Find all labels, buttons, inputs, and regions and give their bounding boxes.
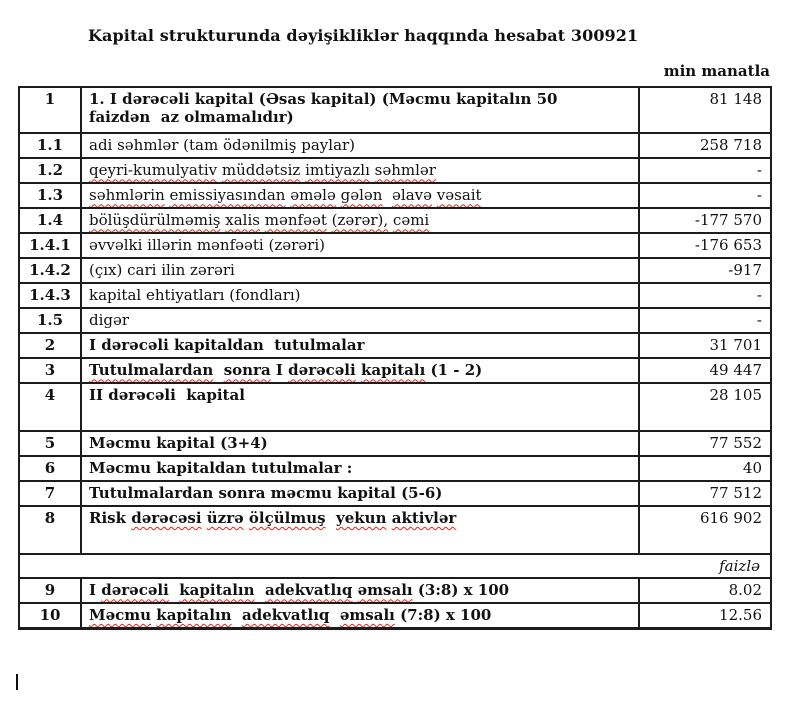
label-text: Risk bbox=[89, 509, 132, 527]
row-label bbox=[81, 183, 639, 208]
row-value: 12.56 bbox=[639, 603, 771, 628]
row-value: - bbox=[639, 183, 771, 208]
row-number: 1.5 bbox=[19, 308, 81, 333]
row-number: 1.4.1 bbox=[19, 233, 81, 258]
table-row bbox=[19, 431, 771, 456]
row-value: 31 701 bbox=[639, 333, 771, 358]
misspelled-word: Tutulmalardan bbox=[89, 361, 214, 380]
label-text bbox=[255, 581, 265, 599]
row-value: 49 447 bbox=[639, 358, 771, 383]
table-row bbox=[19, 358, 771, 383]
row-value: 8.02 bbox=[639, 578, 771, 603]
misspelled-word: kapitalın bbox=[179, 581, 255, 600]
row-value: 258 718 bbox=[639, 133, 771, 158]
misspelled-word: yekun bbox=[336, 509, 387, 527]
misspelled-word: kapitalın bbox=[156, 606, 232, 625]
label-text: kapital ehtiyatları (fondları) bbox=[89, 286, 301, 305]
label-text bbox=[169, 581, 179, 599]
label-text: əvvəlki illərin mənfəəti (zərəri) bbox=[89, 236, 325, 255]
label-text: Məcmu kapital (3+4) bbox=[89, 434, 268, 453]
row-label bbox=[81, 383, 639, 431]
misspelled-word: cəmi bbox=[392, 211, 430, 230]
unit-row bbox=[19, 554, 771, 578]
label-text: (çıx) cari ilin zərəri bbox=[89, 261, 235, 280]
misspelled-word: sonra bbox=[223, 361, 271, 380]
label-text: II dərəcəli kapital bbox=[89, 386, 245, 404]
row-number: 5 bbox=[19, 431, 81, 456]
misspelled-word: əlavə bbox=[392, 186, 432, 205]
row-number: 7 bbox=[19, 481, 81, 506]
misspelled-word: əmələ bbox=[290, 186, 336, 205]
table-row bbox=[19, 456, 771, 481]
row-value: 77 552 bbox=[639, 431, 771, 456]
row-label bbox=[81, 283, 639, 308]
table-row bbox=[19, 208, 771, 233]
row-number: 9 bbox=[19, 578, 81, 603]
table-row bbox=[19, 158, 771, 183]
row-number: 10 bbox=[19, 603, 81, 628]
row-label bbox=[81, 158, 639, 183]
misspelled-word: xalis bbox=[225, 211, 260, 230]
label-text bbox=[382, 186, 392, 204]
row-value: 40 bbox=[639, 456, 771, 481]
row-number: 1 bbox=[19, 87, 81, 133]
row-number: 1.1 bbox=[19, 133, 81, 158]
label-text: Məcmu kapitaldan tutulmalar : bbox=[89, 459, 353, 478]
unit-label-min-manatla: min manatla bbox=[663, 62, 770, 80]
unit-label-faizle: faizlə bbox=[19, 554, 771, 578]
capital-table bbox=[18, 86, 772, 630]
label-text bbox=[213, 361, 223, 379]
label-text: digər bbox=[89, 311, 130, 330]
row-value: 616 902 bbox=[639, 506, 771, 554]
label-text: (3:8) x 100 bbox=[412, 581, 510, 600]
misspelled-word: mənfəət bbox=[264, 211, 327, 230]
row-label bbox=[81, 481, 639, 506]
report-title: Kapital strukturunda dəyişikliklər haqqında hesabat 300921 bbox=[88, 26, 639, 45]
table-row bbox=[19, 183, 771, 208]
row-value: -917 bbox=[639, 258, 771, 283]
row-label bbox=[81, 87, 639, 133]
table-row bbox=[19, 87, 771, 133]
misspelled-word: səhmlərin bbox=[89, 186, 165, 205]
row-label bbox=[81, 308, 639, 333]
row-value: - bbox=[639, 158, 771, 183]
misspelled-word: qeyri-kumulyativ bbox=[89, 161, 218, 180]
row-number: 3 bbox=[19, 358, 81, 383]
row-number: 1.4.3 bbox=[19, 283, 81, 308]
table-row bbox=[19, 258, 771, 283]
table-row bbox=[19, 283, 771, 308]
row-label bbox=[81, 506, 639, 554]
row-value: -176 653 bbox=[639, 233, 771, 258]
label-text: faizdən az olmamalıdır) bbox=[89, 108, 294, 127]
label-text: 1. I dərəcəli kapital (Əsas kapital) (Məcmu kapitalın 50 bbox=[89, 90, 558, 108]
row-value: - bbox=[639, 308, 771, 333]
label-text: adi səhmlər (tam ödənilmiş paylar) bbox=[89, 136, 356, 155]
row-number: 1.2 bbox=[19, 158, 81, 183]
row-label bbox=[81, 258, 639, 283]
table-row bbox=[19, 383, 771, 431]
label-text bbox=[326, 509, 336, 527]
misspelled-word: əmsalı bbox=[357, 581, 413, 600]
misspelled-word: dərəcəli bbox=[101, 581, 169, 600]
row-label bbox=[81, 133, 639, 158]
misspelled-word: kapitalı bbox=[360, 361, 426, 380]
row-label bbox=[81, 456, 639, 481]
row-number: 4 bbox=[19, 383, 81, 431]
row-label bbox=[81, 208, 639, 233]
misspelled-word: adekvatlıq bbox=[264, 581, 353, 600]
misspelled-word: səhmlər bbox=[374, 161, 436, 180]
label-text: I dərəcəli kapitaldan tutulmalar bbox=[89, 336, 365, 355]
misspelled-word: vəsait bbox=[436, 186, 482, 205]
misspelled-word: dərəcəsi bbox=[131, 509, 202, 527]
misspelled-word: gələn bbox=[340, 186, 383, 205]
row-value: 28 105 bbox=[639, 383, 771, 431]
table-row bbox=[19, 333, 771, 358]
row-label bbox=[81, 333, 639, 358]
misspelled-word: aktivlər bbox=[391, 509, 457, 527]
label-text: I bbox=[89, 581, 102, 600]
row-value: 77 512 bbox=[639, 481, 771, 506]
row-number: 1.3 bbox=[19, 183, 81, 208]
text-cursor bbox=[16, 674, 18, 690]
table-row bbox=[19, 506, 771, 554]
misspelled-word: ölçülmuş bbox=[248, 509, 326, 527]
table-row bbox=[19, 481, 771, 506]
misspelled-word: (zərər), bbox=[331, 211, 389, 230]
row-label bbox=[81, 233, 639, 258]
row-number: 1.4.2 bbox=[19, 258, 81, 283]
row-value: 81 148 bbox=[639, 87, 771, 133]
table-row bbox=[19, 603, 771, 628]
label-text: I bbox=[270, 361, 289, 380]
misspelled-word: müddətsiz bbox=[221, 161, 301, 180]
label-text: (1 - 2) bbox=[425, 361, 483, 380]
table-row bbox=[19, 133, 771, 158]
table-row bbox=[19, 578, 771, 603]
row-value: -177 570 bbox=[639, 208, 771, 233]
label-text bbox=[329, 606, 339, 624]
row-label bbox=[81, 603, 639, 628]
row-label bbox=[81, 578, 639, 603]
label-text: (7:8) x 100 bbox=[394, 606, 492, 625]
misspelled-word: adekvatlıq bbox=[242, 606, 330, 625]
table-row bbox=[19, 308, 771, 333]
misspelled-word: emissiyasından bbox=[169, 186, 286, 205]
misspelled-word: əmsalı bbox=[339, 606, 395, 625]
misspelled-word: bölüşdürülməmiş bbox=[89, 211, 221, 230]
misspelled-word: üzrə bbox=[206, 509, 244, 527]
label-text: Tutulmalardan sonra məcmu kapital (5-6) bbox=[89, 484, 443, 503]
row-number: 8 bbox=[19, 506, 81, 554]
table-row bbox=[19, 233, 771, 258]
row-label bbox=[81, 431, 639, 456]
misspelled-word: imtiyazlı bbox=[305, 161, 370, 180]
row-label bbox=[81, 358, 639, 383]
row-value: - bbox=[639, 283, 771, 308]
row-number: 6 bbox=[19, 456, 81, 481]
label-text bbox=[232, 606, 242, 624]
row-number: 2 bbox=[19, 333, 81, 358]
misspelled-word: dərəcəli bbox=[288, 361, 356, 380]
misspelled-word: Məcmu bbox=[89, 606, 152, 625]
row-number: 1.4 bbox=[19, 208, 81, 233]
